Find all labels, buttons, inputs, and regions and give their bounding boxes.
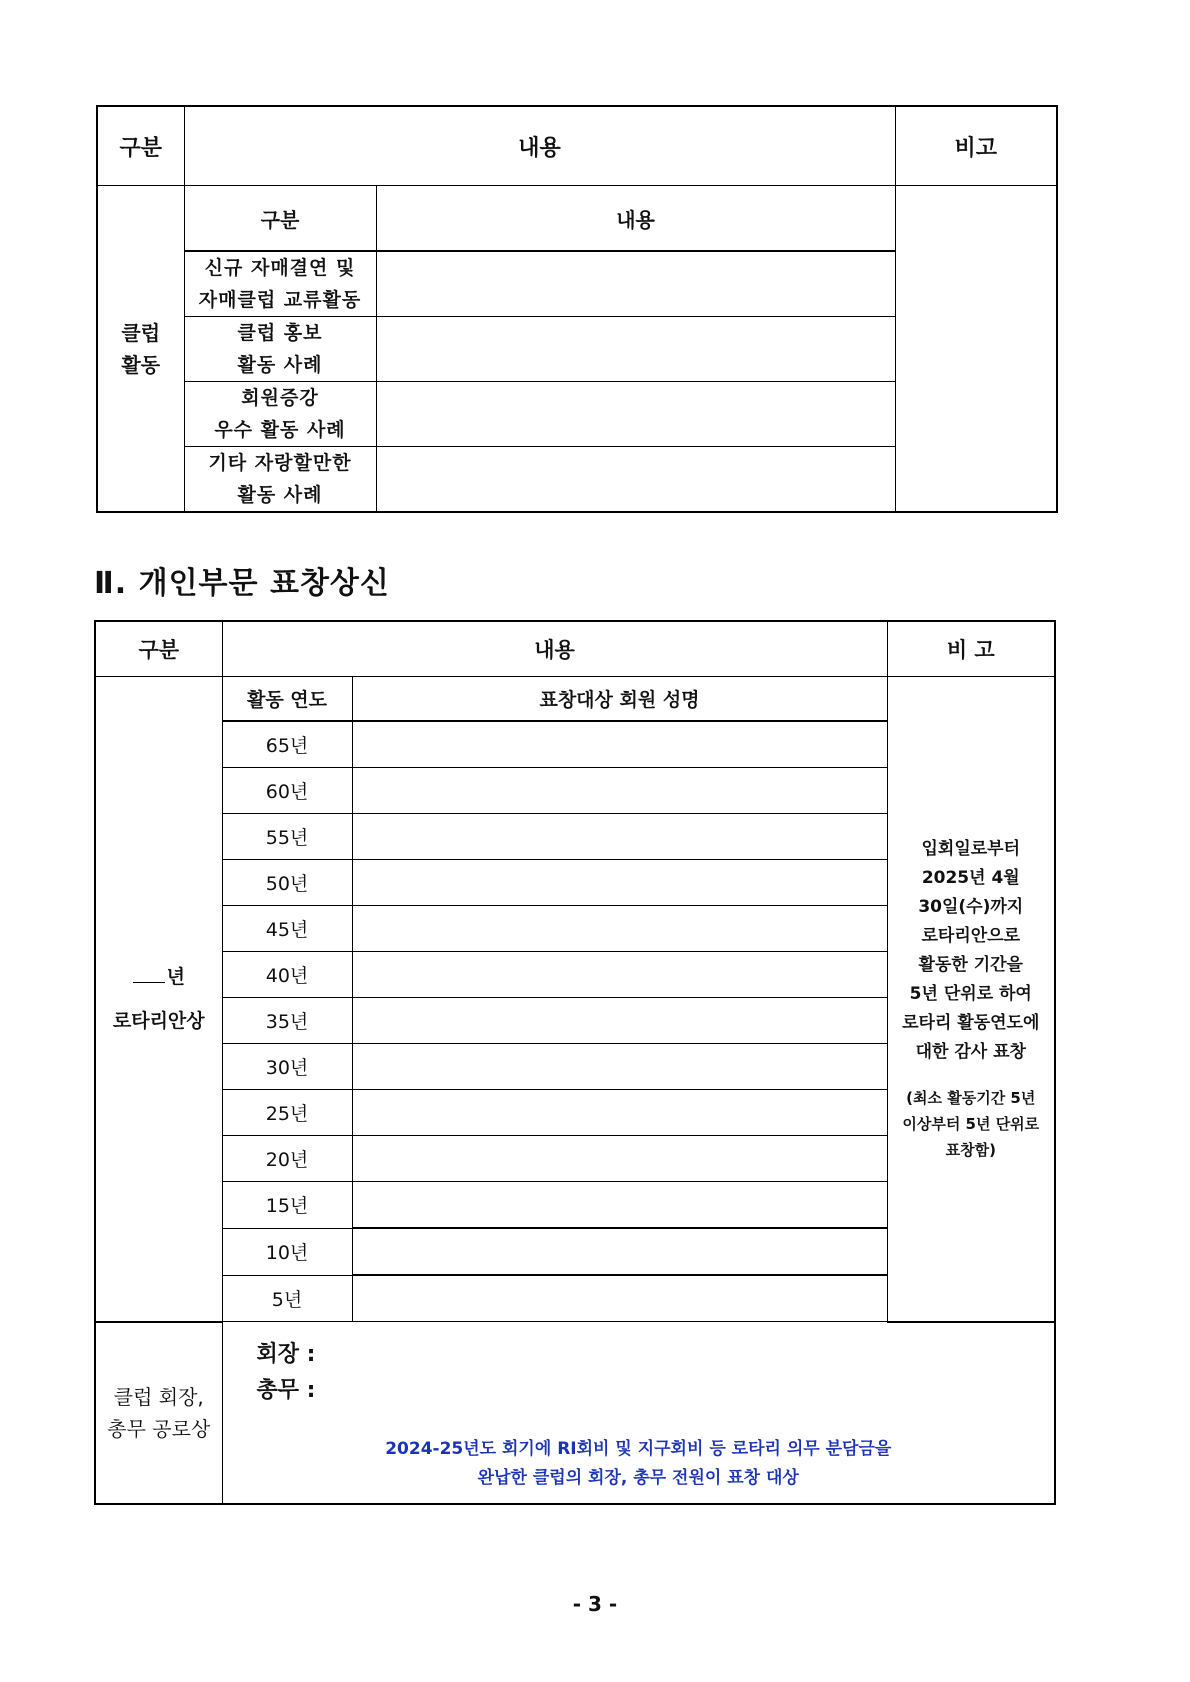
award-label-suffix: 년 bbox=[166, 965, 185, 988]
secretary-field[interactable]: 총무 : bbox=[256, 1377, 316, 1403]
sub-header-category: 구분 bbox=[184, 186, 376, 252]
award-note: 입회일로부터 2025년 4월 30일(수)까지 로타리안으로 활동한 기간을 5년 단위로 하여 로타리 활동연도에 대한 감사 표창 bbox=[902, 838, 1040, 1062]
year-label: 15년 bbox=[222, 1182, 352, 1229]
award-note-bold: (최소 활동기간 5년 이상부터 5년 단위로 표창함) bbox=[902, 1088, 1040, 1159]
content-cell[interactable] bbox=[376, 251, 895, 317]
row-label: 클럽 홍보 활동 사례 bbox=[184, 317, 376, 382]
header-content: 내용 bbox=[184, 106, 895, 186]
sub-header-content: 내용 bbox=[376, 186, 895, 252]
row-label: 기타 자랑할만한 활동 사례 bbox=[184, 447, 376, 513]
member-name-cell[interactable] bbox=[352, 1182, 887, 1229]
row-label: 회원증강 우수 활동 사례 bbox=[184, 382, 376, 447]
member-name-cell[interactable] bbox=[352, 768, 887, 814]
sub-header-year: 활동 연도 bbox=[222, 677, 352, 722]
content-cell[interactable] bbox=[376, 382, 895, 447]
sub-header-member-name: 표창대상 회원 성명 bbox=[352, 677, 887, 722]
year-label: 5년 bbox=[222, 1275, 352, 1322]
club-activity-table bbox=[96, 105, 1058, 513]
president-field[interactable]: 회장 : bbox=[256, 1341, 316, 1367]
header-remark: 비고 bbox=[895, 106, 1057, 186]
page-number: - 3 - bbox=[572, 1592, 618, 1616]
year-label: 65년 bbox=[222, 721, 352, 768]
year-label: 50년 bbox=[222, 860, 352, 906]
individual-award-table bbox=[94, 620, 1056, 1505]
member-name-cell[interactable] bbox=[352, 814, 887, 860]
header-category: 구분 bbox=[95, 621, 222, 677]
officers-award-label: 클럽 회장, 총무 공로상 bbox=[95, 1322, 222, 1504]
officers-note: 2024-25년도 회기에 RI회비 및 지구회비 등 로타리 의무 분담금을 완납한 클럽의 회장, 총무 전원이 표창 대상 bbox=[385, 1438, 892, 1488]
officers-cell bbox=[222, 1322, 1055, 1504]
content-cell[interactable] bbox=[376, 317, 895, 382]
member-name-cell[interactable] bbox=[352, 1275, 887, 1322]
member-name-cell[interactable] bbox=[352, 998, 887, 1044]
award-note-cell bbox=[887, 677, 1055, 1322]
year-label: 20년 bbox=[222, 1136, 352, 1182]
year-label: 10년 bbox=[222, 1228, 352, 1275]
header-category: 구분 bbox=[97, 106, 184, 186]
header-remark: 비 고 bbox=[887, 621, 1055, 677]
rotarian-award-label bbox=[95, 677, 222, 1322]
row-label: 신규 자매결연 및 자매클럽 교류활동 bbox=[184, 251, 376, 317]
member-name-cell[interactable] bbox=[352, 1228, 887, 1275]
member-name-cell[interactable] bbox=[352, 1136, 887, 1182]
remark-cell[interactable] bbox=[895, 186, 1057, 513]
year-label: 45년 bbox=[222, 906, 352, 952]
year-label: 40년 bbox=[222, 952, 352, 998]
member-name-cell[interactable] bbox=[352, 952, 887, 998]
header-content: 내용 bbox=[222, 621, 887, 677]
year-blank-line[interactable] bbox=[133, 962, 165, 983]
award-label-name: 로타리안상 bbox=[112, 1009, 205, 1032]
member-name-cell[interactable] bbox=[352, 860, 887, 906]
year-label: 60년 bbox=[222, 768, 352, 814]
year-label: 35년 bbox=[222, 998, 352, 1044]
member-name-cell[interactable] bbox=[352, 721, 887, 768]
member-name-cell[interactable] bbox=[352, 906, 887, 952]
member-name-cell[interactable] bbox=[352, 1044, 887, 1090]
content-cell[interactable] bbox=[376, 447, 895, 513]
year-label: 25년 bbox=[222, 1090, 352, 1136]
member-name-cell[interactable] bbox=[352, 1090, 887, 1136]
club-activity-label: 클럽 활동 bbox=[97, 186, 184, 513]
section-title: Ⅱ. 개인부문 표창상신 bbox=[94, 566, 390, 601]
year-label: 55년 bbox=[222, 814, 352, 860]
year-label: 30년 bbox=[222, 1044, 352, 1090]
